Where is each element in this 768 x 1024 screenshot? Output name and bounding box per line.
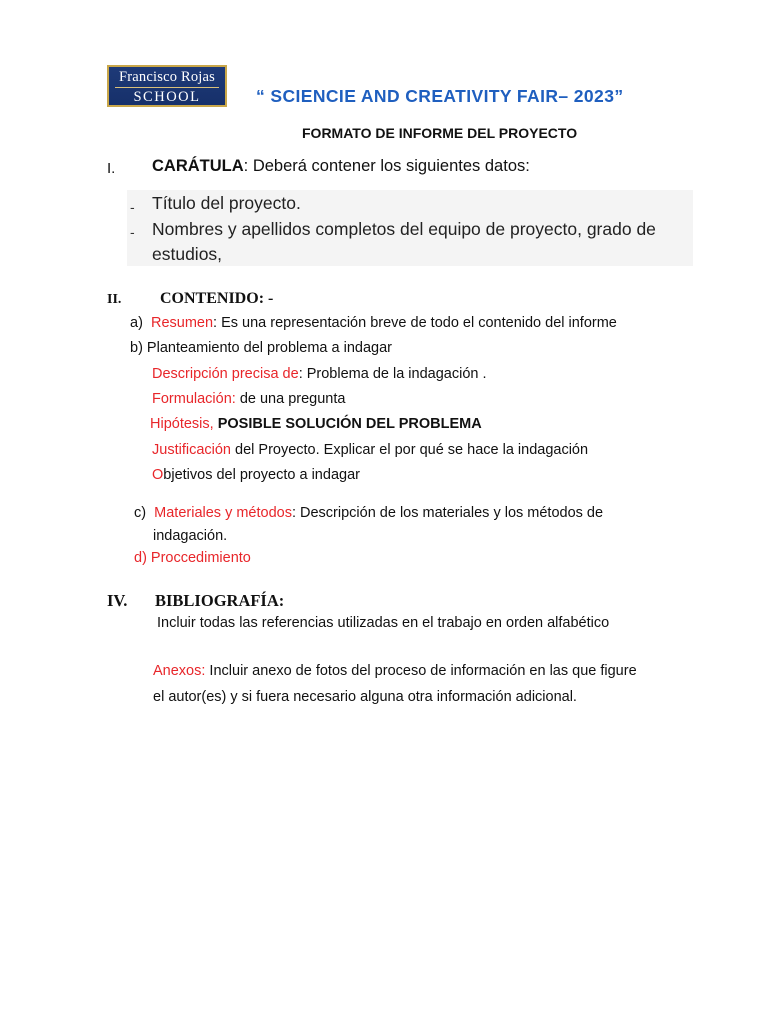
item-a-label: Resumen — [150, 315, 214, 331]
sub-item-text: POSIBLE SOLUCIÓN DEL PROBLEMA — [213, 416, 482, 432]
item-b: b) Planteamiento del problema a indagar — [130, 340, 392, 356]
sub-item-label: Justificación — [152, 442, 231, 458]
section1-number: I. — [107, 160, 116, 177]
list-item: Nombres y apellidos completos del equipo de proyecto, grado de — [152, 219, 656, 239]
item-a-marker: a) — [130, 315, 143, 331]
document-subtitle: FORMATO DE INFORME DEL PROYECTO — [302, 125, 578, 141]
list-dash: - — [130, 224, 135, 240]
sub-item-text: del Proyecto. Explicar el por qué se hace la indagación — [230, 442, 589, 458]
section4-number: IV. — [107, 591, 128, 610]
section2-number: II. — [107, 292, 122, 307]
list-item: estudios, — [152, 244, 223, 264]
section1-title: CARÁTULA — [152, 157, 244, 175]
item-a — [130, 315, 617, 331]
section1-heading — [152, 157, 530, 176]
sub-item — [152, 366, 487, 382]
logo-line1: Francisco Rojas — [118, 69, 216, 85]
section2-heading — [160, 290, 273, 308]
sub-item — [152, 391, 345, 407]
logo-divider — [115, 87, 219, 88]
item-c-label: Materiales y métodos — [154, 505, 292, 521]
item-d: d) Proccedimiento — [134, 550, 251, 566]
sub-item-text: : Problema de la indagación . — [298, 366, 487, 382]
bibliography-text: Incluir todas las referencias utilizadas en el trabajo en orden alfabético — [157, 615, 610, 631]
list-dash: - — [130, 199, 135, 215]
section2-title: CONTENIDO — [160, 290, 259, 307]
item-c-marker: c) — [134, 505, 147, 521]
sub-item-text: bjetivos del proyecto a indagar — [163, 467, 360, 483]
list-item: Título del proyecto. — [152, 193, 301, 213]
section2-title-rest: : - — [258, 290, 274, 307]
sub-item — [152, 467, 360, 483]
sub-item-label: Hipótesis, — [150, 416, 214, 432]
sub-item-text: de una pregunta — [235, 391, 346, 407]
sub-item-label: O — [152, 467, 164, 483]
sub-item-label: Formulación: — [152, 391, 236, 407]
annex-continuation: el autor(es) y si fuera necesario alguna otra información adicional. — [153, 689, 577, 705]
section1-title-rest: : Deberá contener los siguientes datos: — [243, 157, 530, 175]
annex-line — [153, 663, 637, 679]
item-c — [134, 505, 603, 521]
sub-item — [150, 416, 482, 432]
item-c-text: : Descripción de los materiales y los métodos de — [291, 505, 604, 521]
item-a-text: : Es una representación breve de todo el contenido del informe — [213, 315, 617, 331]
annex-label: Anexos: — [153, 663, 206, 679]
fair-title: “ SCIENCIE AND CREATIVITY FAIR– 2023” — [256, 86, 624, 106]
school-logo — [107, 65, 227, 107]
annex-text: Incluir anexo de fotos del proceso de información en las que figure — [205, 663, 637, 679]
sub-item-label: Descripción precisa de — [152, 366, 299, 382]
item-c-continuation: indagación. — [153, 528, 228, 544]
sub-item — [152, 442, 588, 458]
logo-line2: SCHOOL — [133, 89, 201, 105]
section4-heading: BIBLIOGRAFÍA: — [155, 591, 285, 610]
